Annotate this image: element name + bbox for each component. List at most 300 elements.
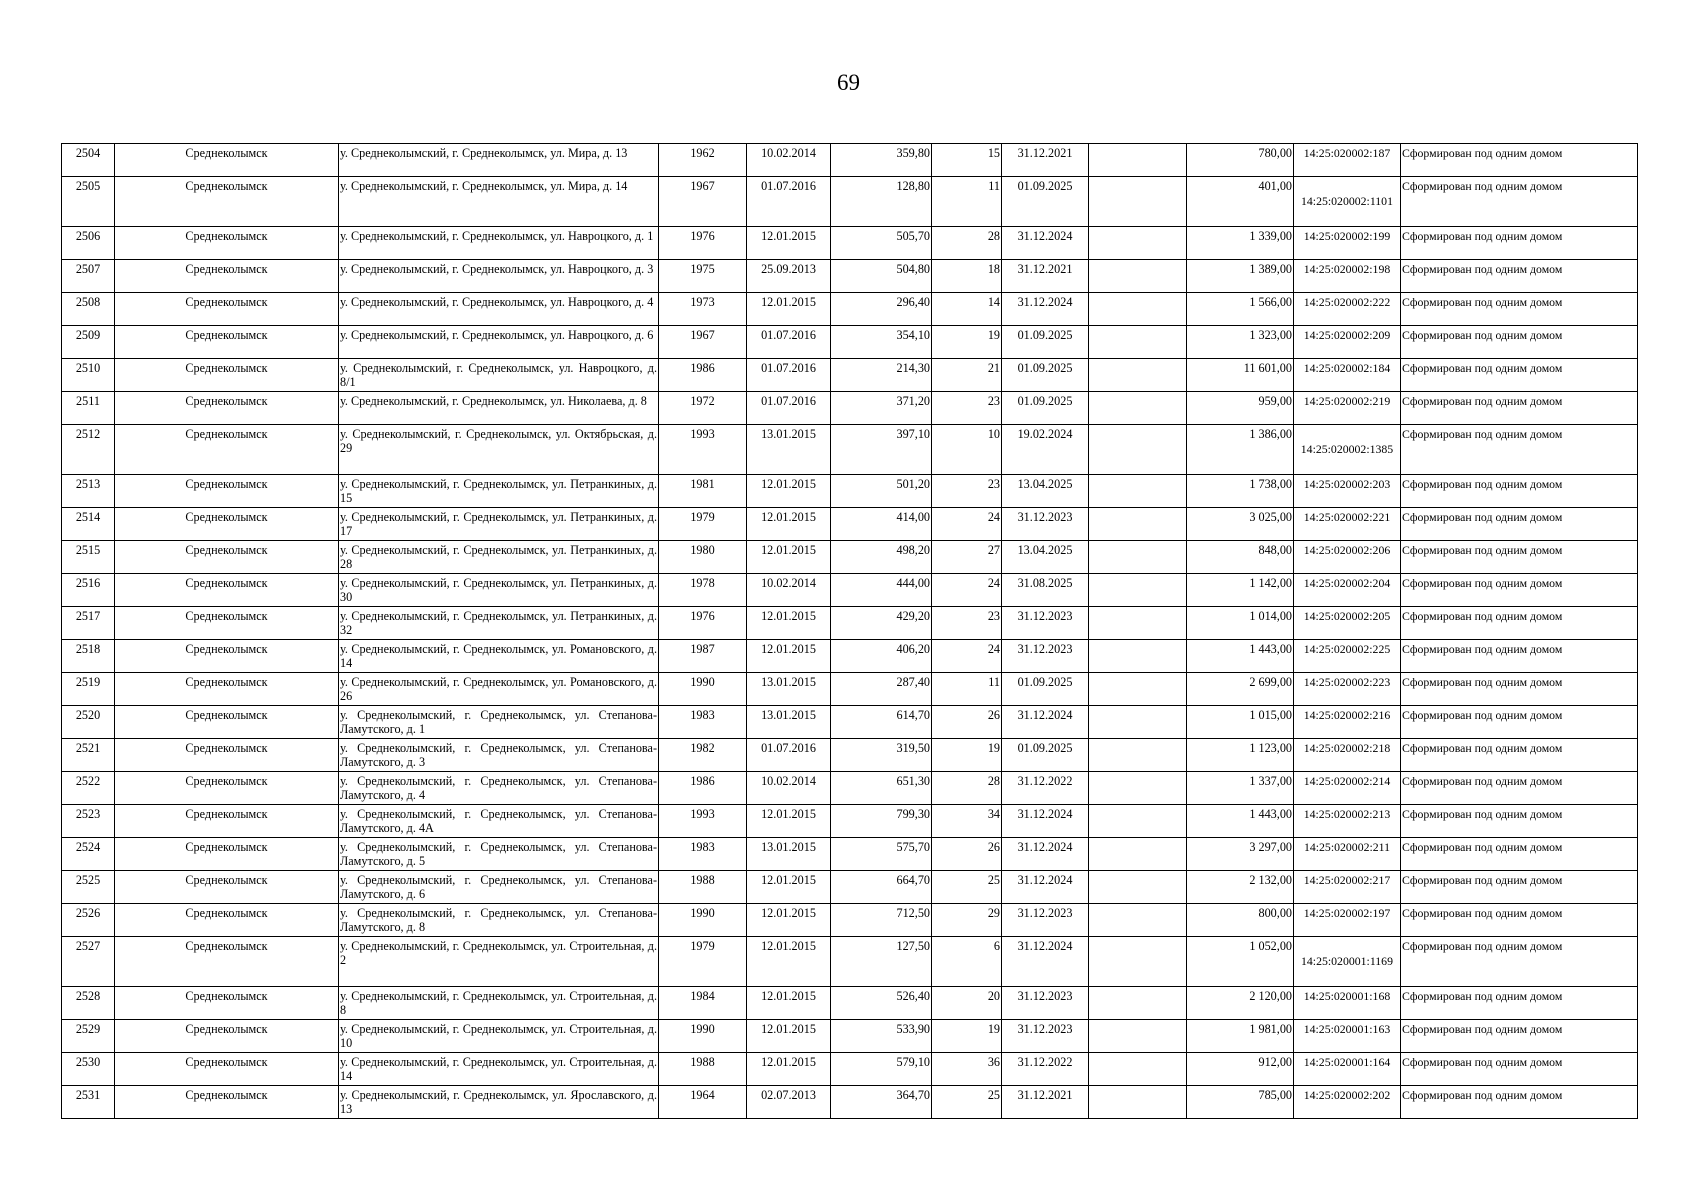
empty-cell bbox=[1089, 177, 1187, 227]
table-row bbox=[62, 508, 1638, 541]
locality-cell: Среднеколымск bbox=[115, 144, 339, 177]
recognition-date-cell: 12.01.2015 bbox=[747, 1020, 831, 1053]
residents-count-cell: 29 bbox=[932, 904, 1002, 937]
table-row bbox=[62, 706, 1638, 739]
locality-cell: Среднеколымск bbox=[115, 326, 339, 359]
empty-cell bbox=[1089, 673, 1187, 706]
area-cell: 359,80 bbox=[831, 144, 932, 177]
area-cell: 579,10 bbox=[831, 1053, 932, 1086]
locality-cell: Среднеколымск bbox=[115, 574, 339, 607]
land-status-cell: Сформирован под одним домом bbox=[1401, 359, 1638, 392]
locality-cell: Среднеколымск bbox=[115, 392, 339, 425]
build-year-cell: 1993 bbox=[659, 805, 747, 838]
build-year-cell: 1976 bbox=[659, 227, 747, 260]
row-number-cell: 2522 bbox=[62, 772, 115, 805]
locality-cell: Среднеколымск bbox=[115, 1086, 339, 1119]
residents-count-cell: 28 bbox=[932, 772, 1002, 805]
row-number-cell: 2529 bbox=[62, 1020, 115, 1053]
cadastral-number-cell: 14:25:020002:221 bbox=[1294, 508, 1401, 541]
recognition-date-cell: 13.01.2015 bbox=[747, 673, 831, 706]
row-number-cell: 2523 bbox=[62, 805, 115, 838]
relocation-deadline-cell: 19.02.2024 bbox=[1002, 425, 1089, 475]
land-area-cell: 1 015,00 bbox=[1187, 706, 1294, 739]
land-area-cell: 785,00 bbox=[1187, 1086, 1294, 1119]
residents-count-cell: 11 bbox=[932, 177, 1002, 227]
address-cell: у. Среднеколымский, г. Среднеколымск, ул. Навроцкого, д. 4 bbox=[339, 293, 659, 326]
row-number-cell: 2531 bbox=[62, 1086, 115, 1119]
land-area-cell: 800,00 bbox=[1187, 904, 1294, 937]
empty-cell bbox=[1089, 541, 1187, 574]
relocation-deadline-cell: 01.09.2025 bbox=[1002, 359, 1089, 392]
table-row bbox=[62, 1086, 1638, 1119]
area-cell: 498,20 bbox=[831, 541, 932, 574]
empty-cell bbox=[1089, 293, 1187, 326]
address-cell: у. Среднеколымский, г. Среднеколымск, ул. Степанова-Ламутского, д. 4А bbox=[339, 805, 659, 838]
land-area-cell: 3 297,00 bbox=[1187, 838, 1294, 871]
recognition-date-cell: 12.01.2015 bbox=[747, 805, 831, 838]
row-number-cell: 2520 bbox=[62, 706, 115, 739]
residents-count-cell: 28 bbox=[932, 227, 1002, 260]
relocation-deadline-cell: 01.09.2025 bbox=[1002, 739, 1089, 772]
area-cell: 526,40 bbox=[831, 987, 932, 1020]
area-cell: 799,30 bbox=[831, 805, 932, 838]
cadastral-number-cell: 14:25:020002:199 bbox=[1294, 227, 1401, 260]
build-year-cell: 1962 bbox=[659, 144, 747, 177]
empty-cell bbox=[1089, 392, 1187, 425]
locality-cell: Среднеколымск bbox=[115, 359, 339, 392]
build-year-cell: 1990 bbox=[659, 1020, 747, 1053]
cadastral-number-cell: 14:25:020002:1101 bbox=[1294, 177, 1401, 227]
build-year-cell: 1983 bbox=[659, 838, 747, 871]
empty-cell bbox=[1089, 359, 1187, 392]
land-status-cell: Сформирован под одним домом bbox=[1401, 739, 1638, 772]
build-year-cell: 1967 bbox=[659, 326, 747, 359]
row-number-cell: 2513 bbox=[62, 475, 115, 508]
land-area-cell: 1 981,00 bbox=[1187, 1020, 1294, 1053]
empty-cell bbox=[1089, 706, 1187, 739]
land-status-cell: Сформирован под одним домом bbox=[1401, 144, 1638, 177]
build-year-cell: 1979 bbox=[659, 937, 747, 987]
empty-cell bbox=[1089, 425, 1187, 475]
empty-cell bbox=[1089, 904, 1187, 937]
empty-cell bbox=[1089, 144, 1187, 177]
cadastral-number-cell: 14:25:020002:205 bbox=[1294, 607, 1401, 640]
address-cell: у. Среднеколымский, г. Среднеколымск, ул. Мира, д. 13 bbox=[339, 144, 659, 177]
cadastral-number-cell: 14:25:020001:1169 bbox=[1294, 937, 1401, 987]
land-status-cell: Сформирован под одним домом bbox=[1401, 706, 1638, 739]
locality-cell: Среднеколымск bbox=[115, 640, 339, 673]
table-row bbox=[62, 425, 1638, 475]
locality-cell: Среднеколымск bbox=[115, 425, 339, 475]
relocation-deadline-cell: 31.08.2025 bbox=[1002, 574, 1089, 607]
build-year-cell: 1972 bbox=[659, 392, 747, 425]
land-status-cell: Сформирован под одним домом bbox=[1401, 1086, 1638, 1119]
area-cell: 371,20 bbox=[831, 392, 932, 425]
build-year-cell: 1973 bbox=[659, 293, 747, 326]
cadastral-number-cell: 14:25:020002:184 bbox=[1294, 359, 1401, 392]
land-status-cell: Сформирован под одним домом bbox=[1401, 1020, 1638, 1053]
address-cell: у. Среднеколымский, г. Среднеколымск, ул. Петранкиных, д. 30 bbox=[339, 574, 659, 607]
relocation-deadline-cell: 31.12.2021 bbox=[1002, 1086, 1089, 1119]
row-number-cell: 2517 bbox=[62, 607, 115, 640]
table-row bbox=[62, 293, 1638, 326]
cadastral-number-cell: 14:25:020002:225 bbox=[1294, 640, 1401, 673]
land-status-cell: Сформирован под одним домом bbox=[1401, 508, 1638, 541]
cadastral-number-cell: 14:25:020002:223 bbox=[1294, 673, 1401, 706]
residents-count-cell: 10 bbox=[932, 425, 1002, 475]
area-cell: 533,90 bbox=[831, 1020, 932, 1053]
address-cell: у. Среднеколымский, г. Среднеколымск, ул. Романовского, д. 14 bbox=[339, 640, 659, 673]
address-cell: у. Среднеколымский, г. Среднеколымск, ул. Строительная, д. 8 bbox=[339, 987, 659, 1020]
land-status-cell: Сформирован под одним домом bbox=[1401, 260, 1638, 293]
residents-count-cell: 19 bbox=[932, 739, 1002, 772]
table-row bbox=[62, 607, 1638, 640]
table-row bbox=[62, 260, 1638, 293]
cadastral-number-cell: 14:25:020002:202 bbox=[1294, 1086, 1401, 1119]
empty-cell bbox=[1089, 1020, 1187, 1053]
land-status-cell: Сформирован под одним домом bbox=[1401, 838, 1638, 871]
row-number-cell: 2506 bbox=[62, 227, 115, 260]
recognition-date-cell: 13.01.2015 bbox=[747, 838, 831, 871]
address-cell: у. Среднеколымский, г. Среднеколымск, ул. Степанова-Ламутского, д. 6 bbox=[339, 871, 659, 904]
cadastral-number-cell: 14:25:020002:214 bbox=[1294, 772, 1401, 805]
area-cell: 664,70 bbox=[831, 871, 932, 904]
land-area-cell: 2 120,00 bbox=[1187, 987, 1294, 1020]
recognition-date-cell: 12.01.2015 bbox=[747, 1053, 831, 1086]
locality-cell: Среднеколымск bbox=[115, 706, 339, 739]
row-number-cell: 2509 bbox=[62, 326, 115, 359]
land-area-cell: 780,00 bbox=[1187, 144, 1294, 177]
land-area-cell: 1 337,00 bbox=[1187, 772, 1294, 805]
recognition-date-cell: 13.01.2015 bbox=[747, 425, 831, 475]
residents-count-cell: 24 bbox=[932, 574, 1002, 607]
land-area-cell: 959,00 bbox=[1187, 392, 1294, 425]
build-year-cell: 1981 bbox=[659, 475, 747, 508]
residents-count-cell: 24 bbox=[932, 640, 1002, 673]
land-status-cell: Сформирован под одним домом bbox=[1401, 673, 1638, 706]
relocation-deadline-cell: 31.12.2022 bbox=[1002, 772, 1089, 805]
empty-cell bbox=[1089, 987, 1187, 1020]
page-number: 69 bbox=[837, 70, 860, 95]
cadastral-number-cell: 14:25:020002:1385 bbox=[1294, 425, 1401, 475]
relocation-deadline-cell: 31.12.2024 bbox=[1002, 838, 1089, 871]
row-number-cell: 2518 bbox=[62, 640, 115, 673]
recognition-date-cell: 12.01.2015 bbox=[747, 640, 831, 673]
row-number-cell: 2515 bbox=[62, 541, 115, 574]
address-cell: у. Среднеколымский, г. Среднеколымск, ул. Степанова-Ламутского, д. 5 bbox=[339, 838, 659, 871]
residents-count-cell: 23 bbox=[932, 392, 1002, 425]
residents-count-cell: 6 bbox=[932, 937, 1002, 987]
relocation-deadline-cell: 13.04.2025 bbox=[1002, 541, 1089, 574]
residents-count-cell: 19 bbox=[932, 1020, 1002, 1053]
recognition-date-cell: 10.02.2014 bbox=[747, 144, 831, 177]
empty-cell bbox=[1089, 326, 1187, 359]
address-cell: у. Среднеколымский, г. Среднеколымск, ул. Строительная, д. 2 bbox=[339, 937, 659, 987]
build-year-cell: 1987 bbox=[659, 640, 747, 673]
land-status-cell: Сформирован под одним домом bbox=[1401, 574, 1638, 607]
address-cell: у. Среднеколымский, г. Среднеколымск, ул. Степанова-Ламутского, д. 8 bbox=[339, 904, 659, 937]
build-year-cell: 1983 bbox=[659, 706, 747, 739]
relocation-deadline-cell: 31.12.2023 bbox=[1002, 987, 1089, 1020]
area-cell: 651,30 bbox=[831, 772, 932, 805]
land-area-cell: 1 014,00 bbox=[1187, 607, 1294, 640]
area-cell: 444,00 bbox=[831, 574, 932, 607]
land-area-cell: 912,00 bbox=[1187, 1053, 1294, 1086]
residents-count-cell: 34 bbox=[932, 805, 1002, 838]
area-cell: 287,40 bbox=[831, 673, 932, 706]
row-number-cell: 2507 bbox=[62, 260, 115, 293]
build-year-cell: 1967 bbox=[659, 177, 747, 227]
row-number-cell: 2505 bbox=[62, 177, 115, 227]
housing-registry-table bbox=[61, 143, 1638, 1119]
area-cell: 296,40 bbox=[831, 293, 932, 326]
table-row bbox=[62, 144, 1638, 177]
land-status-cell: Сформирован под одним домом bbox=[1401, 640, 1638, 673]
locality-cell: Среднеколымск bbox=[115, 475, 339, 508]
land-status-cell: Сформирован под одним домом bbox=[1401, 871, 1638, 904]
build-year-cell: 1986 bbox=[659, 772, 747, 805]
locality-cell: Среднеколымск bbox=[115, 607, 339, 640]
relocation-deadline-cell: 31.12.2023 bbox=[1002, 1020, 1089, 1053]
recognition-date-cell: 12.01.2015 bbox=[747, 541, 831, 574]
relocation-deadline-cell: 31.12.2023 bbox=[1002, 904, 1089, 937]
residents-count-cell: 23 bbox=[932, 607, 1002, 640]
locality-cell: Среднеколымск bbox=[115, 1020, 339, 1053]
recognition-date-cell: 12.01.2015 bbox=[747, 904, 831, 937]
locality-cell: Среднеколымск bbox=[115, 871, 339, 904]
land-area-cell: 2 699,00 bbox=[1187, 673, 1294, 706]
build-year-cell: 1990 bbox=[659, 904, 747, 937]
locality-cell: Среднеколымск bbox=[115, 987, 339, 1020]
land-status-cell: Сформирован под одним домом bbox=[1401, 607, 1638, 640]
row-number-cell: 2524 bbox=[62, 838, 115, 871]
row-number-cell: 2511 bbox=[62, 392, 115, 425]
relocation-deadline-cell: 31.12.2024 bbox=[1002, 871, 1089, 904]
relocation-deadline-cell: 13.04.2025 bbox=[1002, 475, 1089, 508]
address-cell: у. Среднеколымский, г. Среднеколымск, ул. Навроцкого, д. 8/1 bbox=[339, 359, 659, 392]
area-cell: 214,30 bbox=[831, 359, 932, 392]
recognition-date-cell: 01.07.2016 bbox=[747, 177, 831, 227]
build-year-cell: 1979 bbox=[659, 508, 747, 541]
recognition-date-cell: 13.01.2015 bbox=[747, 706, 831, 739]
build-year-cell: 1976 bbox=[659, 607, 747, 640]
recognition-date-cell: 01.07.2016 bbox=[747, 359, 831, 392]
recognition-date-cell: 01.07.2016 bbox=[747, 326, 831, 359]
residents-count-cell: 14 bbox=[932, 293, 1002, 326]
locality-cell: Среднеколымск bbox=[115, 260, 339, 293]
table-body bbox=[62, 144, 1638, 1119]
residents-count-cell: 26 bbox=[932, 838, 1002, 871]
recognition-date-cell: 12.01.2015 bbox=[747, 508, 831, 541]
cadastral-number-cell: 14:25:020002:209 bbox=[1294, 326, 1401, 359]
build-year-cell: 1988 bbox=[659, 871, 747, 904]
table-row bbox=[62, 673, 1638, 706]
relocation-deadline-cell: 31.12.2021 bbox=[1002, 260, 1089, 293]
residents-count-cell: 18 bbox=[932, 260, 1002, 293]
area-cell: 414,00 bbox=[831, 508, 932, 541]
address-cell: у. Среднеколымский, г. Среднеколымск, ул. Николаева, д. 8 bbox=[339, 392, 659, 425]
address-cell: у. Среднеколымский, г. Среднеколымск, ул. Октябрьская, д. 29 bbox=[339, 425, 659, 475]
row-number-cell: 2530 bbox=[62, 1053, 115, 1086]
area-cell: 505,70 bbox=[831, 227, 932, 260]
build-year-cell: 1984 bbox=[659, 987, 747, 1020]
recognition-date-cell: 10.02.2014 bbox=[747, 772, 831, 805]
relocation-deadline-cell: 01.09.2025 bbox=[1002, 326, 1089, 359]
table-row bbox=[62, 326, 1638, 359]
land-status-cell: Сформирован под одним домом bbox=[1401, 326, 1638, 359]
locality-cell: Среднеколымск bbox=[115, 739, 339, 772]
row-number-cell: 2516 bbox=[62, 574, 115, 607]
row-number-cell: 2527 bbox=[62, 937, 115, 987]
row-number-cell: 2512 bbox=[62, 425, 115, 475]
address-cell: у. Среднеколымский, г. Среднеколымск, ул. Мира, д. 14 bbox=[339, 177, 659, 227]
residents-count-cell: 25 bbox=[932, 871, 1002, 904]
land-status-cell: Сформирован под одним домом bbox=[1401, 541, 1638, 574]
table-row bbox=[62, 177, 1638, 227]
cadastral-number-cell: 14:25:020002:222 bbox=[1294, 293, 1401, 326]
recognition-date-cell: 12.01.2015 bbox=[747, 607, 831, 640]
recognition-date-cell: 01.07.2016 bbox=[747, 392, 831, 425]
address-cell: у. Среднеколымский, г. Среднеколымск, ул. Петранкиных, д. 32 bbox=[339, 607, 659, 640]
area-cell: 364,70 bbox=[831, 1086, 932, 1119]
table-row bbox=[62, 937, 1638, 987]
cadastral-number-cell: 14:25:020002:204 bbox=[1294, 574, 1401, 607]
locality-cell: Среднеколымск bbox=[115, 541, 339, 574]
land-status-cell: Сформирован под одним домом bbox=[1401, 1053, 1638, 1086]
land-status-cell: Сформирован под одним домом bbox=[1401, 177, 1638, 227]
cadastral-number-cell: 14:25:020002:213 bbox=[1294, 805, 1401, 838]
locality-cell: Среднеколымск bbox=[115, 673, 339, 706]
empty-cell bbox=[1089, 475, 1187, 508]
relocation-deadline-cell: 31.12.2023 bbox=[1002, 640, 1089, 673]
locality-cell: Среднеколымск bbox=[115, 227, 339, 260]
residents-count-cell: 25 bbox=[932, 1086, 1002, 1119]
locality-cell: Среднеколымск bbox=[115, 177, 339, 227]
recognition-date-cell: 12.01.2015 bbox=[747, 871, 831, 904]
build-year-cell: 1978 bbox=[659, 574, 747, 607]
land-status-cell: Сформирован под одним домом bbox=[1401, 475, 1638, 508]
table-row bbox=[62, 475, 1638, 508]
empty-cell bbox=[1089, 574, 1187, 607]
cadastral-number-cell: 14:25:020001:164 bbox=[1294, 1053, 1401, 1086]
recognition-date-cell: 25.09.2013 bbox=[747, 260, 831, 293]
residents-count-cell: 27 bbox=[932, 541, 1002, 574]
locality-cell: Среднеколымск bbox=[115, 937, 339, 987]
table-row bbox=[62, 1053, 1638, 1086]
table-row bbox=[62, 871, 1638, 904]
residents-count-cell: 19 bbox=[932, 326, 1002, 359]
row-number-cell: 2521 bbox=[62, 739, 115, 772]
address-cell: у. Среднеколымский, г. Среднеколымск, ул. Строительная, д. 14 bbox=[339, 1053, 659, 1086]
recognition-date-cell: 12.01.2015 bbox=[747, 293, 831, 326]
table-row bbox=[62, 227, 1638, 260]
land-area-cell: 1 386,00 bbox=[1187, 425, 1294, 475]
row-number-cell: 2528 bbox=[62, 987, 115, 1020]
table-row bbox=[62, 359, 1638, 392]
recognition-date-cell: 02.07.2013 bbox=[747, 1086, 831, 1119]
land-status-cell: Сформирован под одним домом bbox=[1401, 392, 1638, 425]
land-status-cell: Сформирован под одним домом bbox=[1401, 937, 1638, 987]
address-cell: у. Среднеколымский, г. Среднеколымск, ул. Строительная, д. 10 bbox=[339, 1020, 659, 1053]
land-status-cell: Сформирован под одним домом bbox=[1401, 227, 1638, 260]
recognition-date-cell: 01.07.2016 bbox=[747, 739, 831, 772]
table-row bbox=[62, 392, 1638, 425]
row-number-cell: 2510 bbox=[62, 359, 115, 392]
address-cell: у. Среднеколымский, г. Среднеколымск, ул. Степанова-Ламутского, д. 3 bbox=[339, 739, 659, 772]
land-area-cell: 1 443,00 bbox=[1187, 805, 1294, 838]
address-cell: у. Среднеколымский, г. Среднеколымск, ул. Навроцкого, д. 3 bbox=[339, 260, 659, 293]
residents-count-cell: 21 bbox=[932, 359, 1002, 392]
relocation-deadline-cell: 31.12.2024 bbox=[1002, 937, 1089, 987]
empty-cell bbox=[1089, 640, 1187, 673]
empty-cell bbox=[1089, 805, 1187, 838]
residents-count-cell: 24 bbox=[932, 508, 1002, 541]
residents-count-cell: 20 bbox=[932, 987, 1002, 1020]
land-status-cell: Сформирован под одним домом bbox=[1401, 425, 1638, 475]
area-cell: 429,20 bbox=[831, 607, 932, 640]
land-area-cell: 848,00 bbox=[1187, 541, 1294, 574]
address-cell: у. Среднеколымский, г. Среднеколымск, ул. Ярославского, д. 13 bbox=[339, 1086, 659, 1119]
residents-count-cell: 23 bbox=[932, 475, 1002, 508]
relocation-deadline-cell: 31.12.2022 bbox=[1002, 1053, 1089, 1086]
area-cell: 406,20 bbox=[831, 640, 932, 673]
table-row bbox=[62, 987, 1638, 1020]
area-cell: 501,20 bbox=[831, 475, 932, 508]
locality-cell: Среднеколымск bbox=[115, 293, 339, 326]
area-cell: 614,70 bbox=[831, 706, 932, 739]
area-cell: 575,70 bbox=[831, 838, 932, 871]
cadastral-number-cell: 14:25:020002:219 bbox=[1294, 392, 1401, 425]
empty-cell bbox=[1089, 1053, 1187, 1086]
empty-cell bbox=[1089, 871, 1187, 904]
empty-cell bbox=[1089, 838, 1187, 871]
relocation-deadline-cell: 31.12.2021 bbox=[1002, 144, 1089, 177]
land-area-cell: 1 566,00 bbox=[1187, 293, 1294, 326]
land-area-cell: 1 142,00 bbox=[1187, 574, 1294, 607]
build-year-cell: 1988 bbox=[659, 1053, 747, 1086]
row-number-cell: 2514 bbox=[62, 508, 115, 541]
recognition-date-cell: 12.01.2015 bbox=[747, 937, 831, 987]
address-cell: у. Среднеколымский, г. Среднеколымск, ул. Романовского, д. 26 bbox=[339, 673, 659, 706]
area-cell: 128,80 bbox=[831, 177, 932, 227]
land-area-cell: 1 443,00 bbox=[1187, 640, 1294, 673]
row-number-cell: 2504 bbox=[62, 144, 115, 177]
relocation-deadline-cell: 31.12.2023 bbox=[1002, 607, 1089, 640]
cadastral-number-cell: 14:25:020002:216 bbox=[1294, 706, 1401, 739]
relocation-deadline-cell: 31.12.2024 bbox=[1002, 706, 1089, 739]
cadastral-number-cell: 14:25:020002:211 bbox=[1294, 838, 1401, 871]
address-cell: у. Среднеколымский, г. Среднеколымск, ул. Навроцкого, д. 1 bbox=[339, 227, 659, 260]
cadastral-number-cell: 14:25:020002:203 bbox=[1294, 475, 1401, 508]
land-area-cell: 11 601,00 bbox=[1187, 359, 1294, 392]
build-year-cell: 1975 bbox=[659, 260, 747, 293]
empty-cell bbox=[1089, 260, 1187, 293]
residents-count-cell: 26 bbox=[932, 706, 1002, 739]
relocation-deadline-cell: 31.12.2023 bbox=[1002, 508, 1089, 541]
land-area-cell: 1 123,00 bbox=[1187, 739, 1294, 772]
relocation-deadline-cell: 31.12.2024 bbox=[1002, 227, 1089, 260]
table-row bbox=[62, 1020, 1638, 1053]
address-cell: у. Среднеколымский, г. Среднеколымск, ул. Петранкиных, д. 15 bbox=[339, 475, 659, 508]
address-cell: у. Среднеколымский, г. Среднеколымск, ул. Степанова-Ламутского, д. 1 bbox=[339, 706, 659, 739]
relocation-deadline-cell: 01.09.2025 bbox=[1002, 673, 1089, 706]
land-status-cell: Сформирован под одним домом bbox=[1401, 904, 1638, 937]
land-area-cell: 1 389,00 bbox=[1187, 260, 1294, 293]
address-cell: у. Среднеколымский, г. Среднеколымск, ул. Степанова-Ламутского, д. 4 bbox=[339, 772, 659, 805]
recognition-date-cell: 12.01.2015 bbox=[747, 987, 831, 1020]
build-year-cell: 1986 bbox=[659, 359, 747, 392]
land-area-cell: 2 132,00 bbox=[1187, 871, 1294, 904]
